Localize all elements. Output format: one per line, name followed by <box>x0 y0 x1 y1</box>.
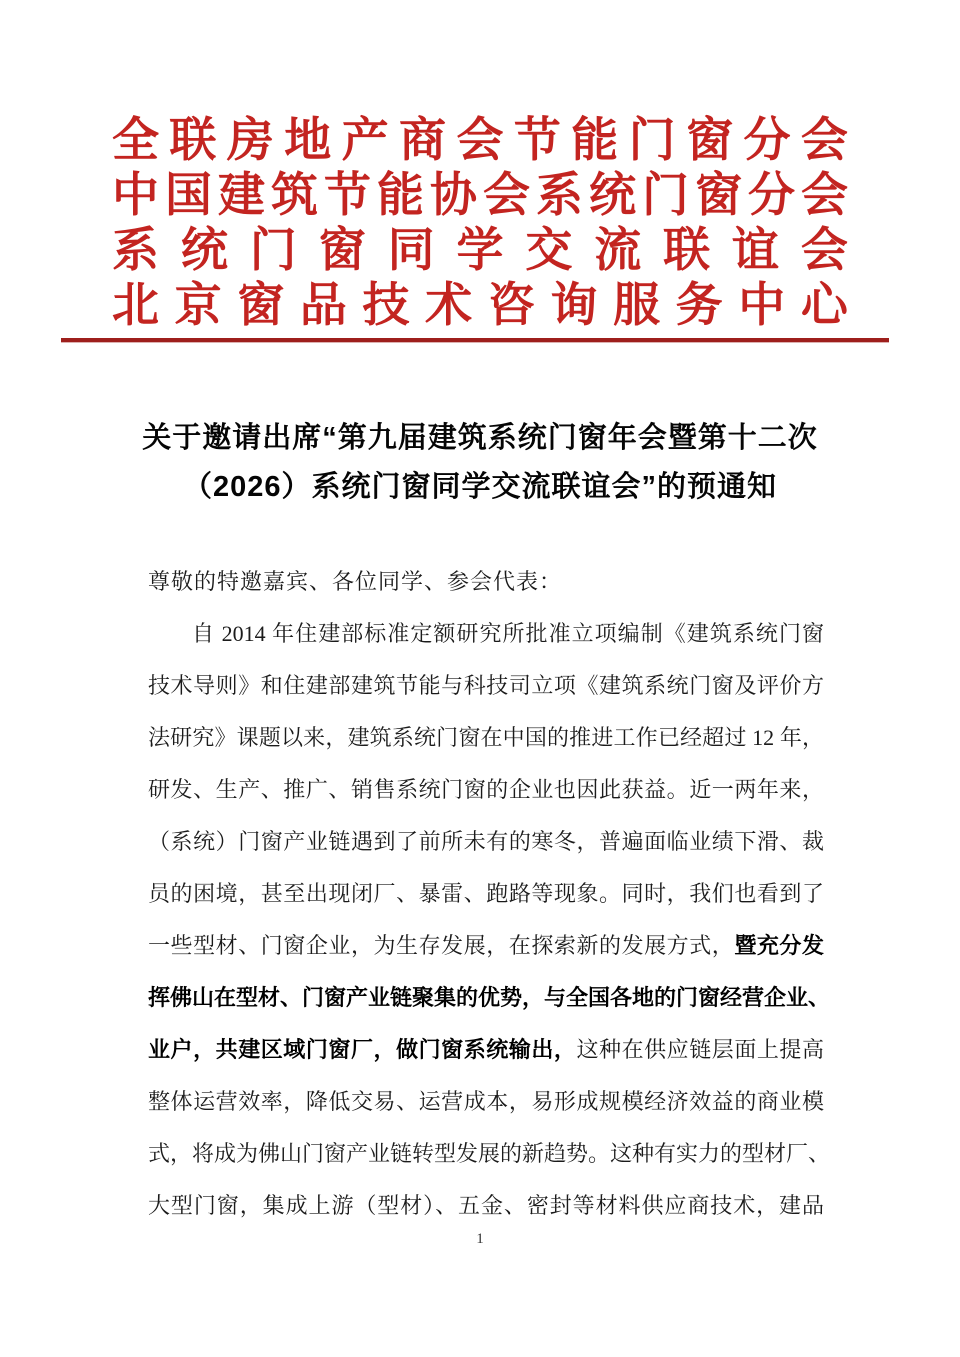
letterhead-divider <box>61 338 889 342</box>
letterhead-char: 京 <box>174 280 222 332</box>
body-text-bold: 暨充分发 <box>734 933 824 958</box>
letterhead-char: 筑 <box>271 170 318 222</box>
letterhead-char: 全 <box>112 115 159 167</box>
body-line <box>148 712 824 764</box>
letterhead-char: 窗 <box>695 170 742 222</box>
letterhead-line-3 <box>112 224 848 279</box>
body-text: 式，将成为佛山门窗产业链转型发展的新趋势。这种有实力的型材厂、 <box>148 1141 831 1166</box>
letterhead-char: 同 <box>387 225 435 277</box>
letterhead-line-1 <box>112 114 848 169</box>
letterhead-char: 会 <box>456 115 504 167</box>
letterhead-char: 会 <box>800 225 848 277</box>
letterhead-char: 联 <box>169 115 217 167</box>
body-text: 一些型材、门窗企业，为生存发展，在探索新的发展方式， <box>148 933 735 958</box>
letterhead-char: 服 <box>613 280 660 332</box>
body-text: 技术导则》和住建部建筑节能与科技司立项《建筑系统门窗及评价方 <box>148 673 824 698</box>
body-text-bold: 业户，共建区域门窗厂，做门窗系统输出， <box>148 1037 577 1062</box>
letterhead-char: 协 <box>430 170 477 222</box>
letterhead-char: 询 <box>550 280 598 332</box>
letterhead-char: 会 <box>483 170 530 222</box>
body-line <box>148 608 824 660</box>
title-line-2: （2026）系统门窗同学交流联谊会”的预通知 <box>182 471 777 503</box>
letterhead-char: 务 <box>675 280 723 332</box>
letterhead-char: 系 <box>536 170 583 222</box>
document-title <box>0 414 960 512</box>
letterhead-char: 交 <box>525 225 573 277</box>
letterhead-line-2 <box>112 169 848 224</box>
letterhead-char: 谊 <box>732 225 780 277</box>
letterhead-char: 技 <box>362 280 410 332</box>
letterhead-char: 窗 <box>686 115 734 167</box>
body-line <box>148 1024 824 1076</box>
letterhead-char: 能 <box>377 170 424 222</box>
letterhead-char: 统 <box>589 170 636 222</box>
letterhead-char: 会 <box>800 115 848 167</box>
letterhead-char: 房 <box>226 115 274 167</box>
letterhead-char: 分 <box>743 115 791 167</box>
salutation: 尊敬的特邀嘉宾、各位同学、参会代表： <box>148 569 563 594</box>
letterhead-char: 中 <box>738 280 786 332</box>
body-text: 整体运营效率，降低交易、运营成本，易形成规模经济效益的商业模 <box>148 1089 824 1114</box>
letterhead-char: 门 <box>249 225 297 277</box>
letterhead-char: 窗 <box>318 225 366 277</box>
body-line <box>148 1076 824 1128</box>
letterhead-char: 商 <box>399 115 447 167</box>
letterhead-char: 术 <box>425 280 473 332</box>
letterhead-char: 北 <box>112 280 159 332</box>
body-text: 自 2014 年住建部标准定额研究所批准立项编制《建筑系统门窗 <box>192 621 824 646</box>
letterhead-line-4 <box>112 279 848 334</box>
letterhead-char: 节 <box>513 115 561 167</box>
letterhead-char: 统 <box>180 225 228 277</box>
body-line <box>148 660 824 712</box>
paragraph-body <box>148 608 831 1232</box>
page-footer <box>0 1230 960 1248</box>
body-text-bold: 挥佛山在型材、门窗产业链聚集的优势，与全国各地的门窗经营企业、 <box>148 985 831 1010</box>
letterhead-char: 心 <box>800 280 848 332</box>
letterhead-char: 国 <box>165 170 212 222</box>
letterhead-char: 产 <box>341 115 389 167</box>
body-text: 研发、生产、推广、销售系统门窗的企业也因此获益。近一两年来， <box>148 777 824 802</box>
letterhead-char: 联 <box>663 225 711 277</box>
letterhead-char: 咨 <box>487 280 535 332</box>
body-line <box>148 868 824 920</box>
body-line <box>148 972 831 1024</box>
letterhead-char: 窗 <box>237 280 285 332</box>
letterhead-char: 品 <box>299 280 347 332</box>
letterhead <box>112 114 848 334</box>
letterhead-char: 中 <box>112 170 159 222</box>
body-text: 员的困境，甚至出现闭厂、暴雷、跑路等现象。同时，我们也看到了 <box>148 881 824 906</box>
body-line <box>148 1180 824 1232</box>
letterhead-char: 分 <box>748 170 795 222</box>
letterhead-char: 建 <box>218 170 265 222</box>
body-line <box>148 1128 831 1180</box>
body-text: （系统）门窗产业链遇到了前所未有的寒冬，普遍面临业绩下滑、裁 <box>148 829 824 854</box>
letterhead-char: 门 <box>642 170 689 222</box>
letterhead-char: 系 <box>112 225 159 277</box>
title-line-1: 关于邀请出席“第九届建筑系统门窗年会暨第十二次 <box>142 422 818 454</box>
letterhead-char: 门 <box>628 115 676 167</box>
body-text: 这种在供应链层面上提高 <box>576 1037 824 1062</box>
letterhead-char: 流 <box>594 225 642 277</box>
body-line <box>148 816 824 868</box>
letterhead-char: 能 <box>571 115 619 167</box>
body-line <box>148 920 824 972</box>
body-text: 法研究》课题以来，建筑系统门窗在中国的推进工作已经超过 12 年， <box>148 725 824 750</box>
body-text: 大型门窗，集成上游（型材）、五金、密封等材料供应商技术，建品 <box>148 1193 824 1218</box>
letterhead-char: 会 <box>801 170 848 222</box>
letterhead-char: 节 <box>324 170 371 222</box>
body-line <box>148 764 824 816</box>
page-number: 1 <box>476 1231 484 1247</box>
letterhead-char: 学 <box>456 225 504 277</box>
letterhead-char: 地 <box>284 115 332 167</box>
document-body <box>148 556 831 1232</box>
